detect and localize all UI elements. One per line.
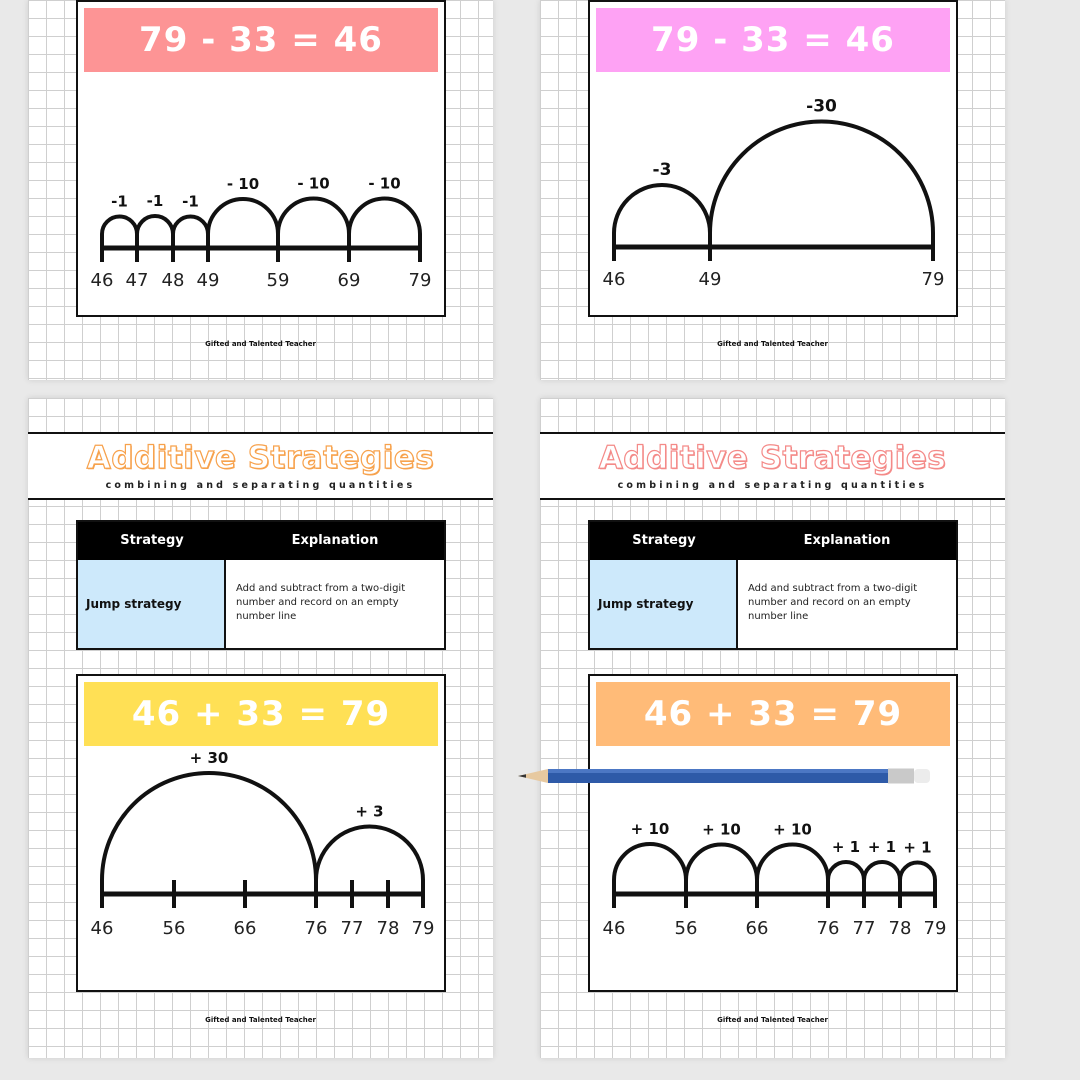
tick-label: 48 [161, 270, 185, 291]
table-header [78, 522, 444, 560]
column-header-explanation: Explanation [803, 533, 891, 548]
jump-label: -3 [652, 160, 672, 180]
strategy-cell: Jump strategy [590, 560, 738, 648]
page-title: Additive Strategies [598, 440, 947, 476]
tick-label: 46 [90, 270, 114, 291]
tick-label: 49 [698, 269, 722, 290]
tick-label: 69 [337, 270, 361, 291]
tick-label: 46 [90, 918, 114, 939]
jump-label: + 30 [189, 749, 229, 767]
tick-label: 46 [602, 269, 626, 290]
jump-arc [710, 122, 933, 233]
tick-label: 77 [852, 918, 876, 939]
strategy-cell: Jump strategy [78, 560, 226, 648]
tick-label: 79 [411, 918, 435, 939]
column-header-strategy: Strategy [632, 533, 696, 548]
jump-label: + 1 [867, 838, 897, 856]
table-header [590, 522, 956, 560]
jump-arc [349, 199, 420, 234]
jump-label: + 10 [773, 820, 812, 839]
strategy-table [588, 520, 958, 650]
page-subtitle: combining and separating quantities [617, 480, 928, 491]
pencil-ferrule [888, 769, 914, 784]
worksheet-top-left [28, 0, 493, 380]
jump-label: + 10 [630, 820, 670, 838]
tick-label: 77 [340, 918, 364, 939]
jump-arc [102, 217, 137, 234]
page-subtitle: combining and separating quantities [105, 480, 416, 491]
equation-banner: 79 - 33 = 46 [84, 8, 438, 72]
explanation-cell: Add and subtract from a two-digit number and record on an empty number line [748, 583, 918, 622]
jump-label: + 3 [355, 802, 384, 821]
jump-arc [208, 199, 278, 234]
jump-arc [278, 199, 349, 235]
brand-logo: Gifted and Talented Teacher [205, 1016, 316, 1024]
number-line [590, 2, 960, 319]
jump-label: -1 [146, 192, 164, 210]
number-line [78, 2, 448, 319]
jump-label: -1 [182, 192, 199, 211]
jump-arc [828, 862, 864, 880]
jump-arc [137, 216, 173, 234]
worksheet-bottom-left [28, 398, 493, 1058]
pencil-highlight [548, 769, 888, 773]
jump-arc [614, 844, 686, 880]
jump-arc [900, 863, 935, 881]
header-band [540, 432, 1005, 500]
number-line [590, 676, 960, 994]
tick-label: 47 [125, 270, 149, 291]
brand-logo: Gifted and Talented Teacher [717, 340, 828, 348]
jump-arc [102, 773, 316, 880]
pencil-image [518, 766, 932, 786]
tick-label: 56 [162, 918, 186, 939]
tick-label: 46 [602, 918, 626, 939]
jump-arc [173, 217, 208, 235]
tick-label: 79 [923, 918, 947, 939]
column-header-explanation: Explanation [291, 533, 379, 548]
worksheet-bottom-right [540, 398, 1005, 1058]
jump-arc [686, 845, 757, 880]
brand-logo: Gifted and Talented Teacher [717, 1016, 828, 1024]
tick-label: 49 [196, 270, 220, 291]
jump-arc [864, 862, 900, 880]
equation-card [588, 0, 958, 317]
tick-label: 78 [376, 918, 400, 939]
tick-label: 59 [266, 270, 290, 291]
equation-banner: 46 + 33 = 79 [596, 682, 950, 746]
column-header-strategy: Strategy [120, 533, 184, 548]
tick-label: 79 [921, 269, 945, 290]
tick-label: 79 [408, 270, 432, 291]
jump-arc [316, 827, 423, 881]
tick-label: 76 [304, 918, 328, 939]
jump-label: -1 [111, 192, 128, 211]
tick-label: 78 [888, 918, 912, 939]
equation-banner: 79 - 33 = 46 [596, 8, 950, 72]
pencil-lead [518, 774, 526, 778]
page-title: Additive Strategies [86, 440, 435, 476]
number-line [78, 676, 448, 994]
jump-arc [757, 845, 828, 881]
strategy-table [76, 520, 446, 650]
tick-label: 66 [745, 918, 769, 939]
jump-label: - 10 [297, 174, 330, 193]
jump-arc [614, 185, 710, 233]
worksheet-top-right [540, 0, 1005, 380]
jump-label: - 10 [226, 175, 260, 193]
brand-logo: Gifted and Talented Teacher [205, 340, 316, 348]
equation-card [588, 674, 958, 992]
equation-card [76, 674, 446, 992]
jump-label: - 10 [368, 174, 401, 193]
tick-label: 56 [674, 918, 698, 939]
explanation-cell: Add and subtract from a two-digit number and record on an empty number line [236, 583, 406, 622]
jump-label: -30 [806, 96, 837, 117]
equation-card [76, 0, 446, 317]
jump-label: + 1 [831, 838, 861, 856]
jump-label: + 1 [903, 838, 932, 857]
header-band [28, 432, 493, 500]
pencil-eraser [914, 769, 930, 783]
jump-label: + 10 [702, 820, 741, 839]
equation-banner: 46 + 33 = 79 [84, 682, 438, 746]
tick-label: 76 [816, 918, 840, 939]
tick-label: 66 [233, 918, 257, 939]
